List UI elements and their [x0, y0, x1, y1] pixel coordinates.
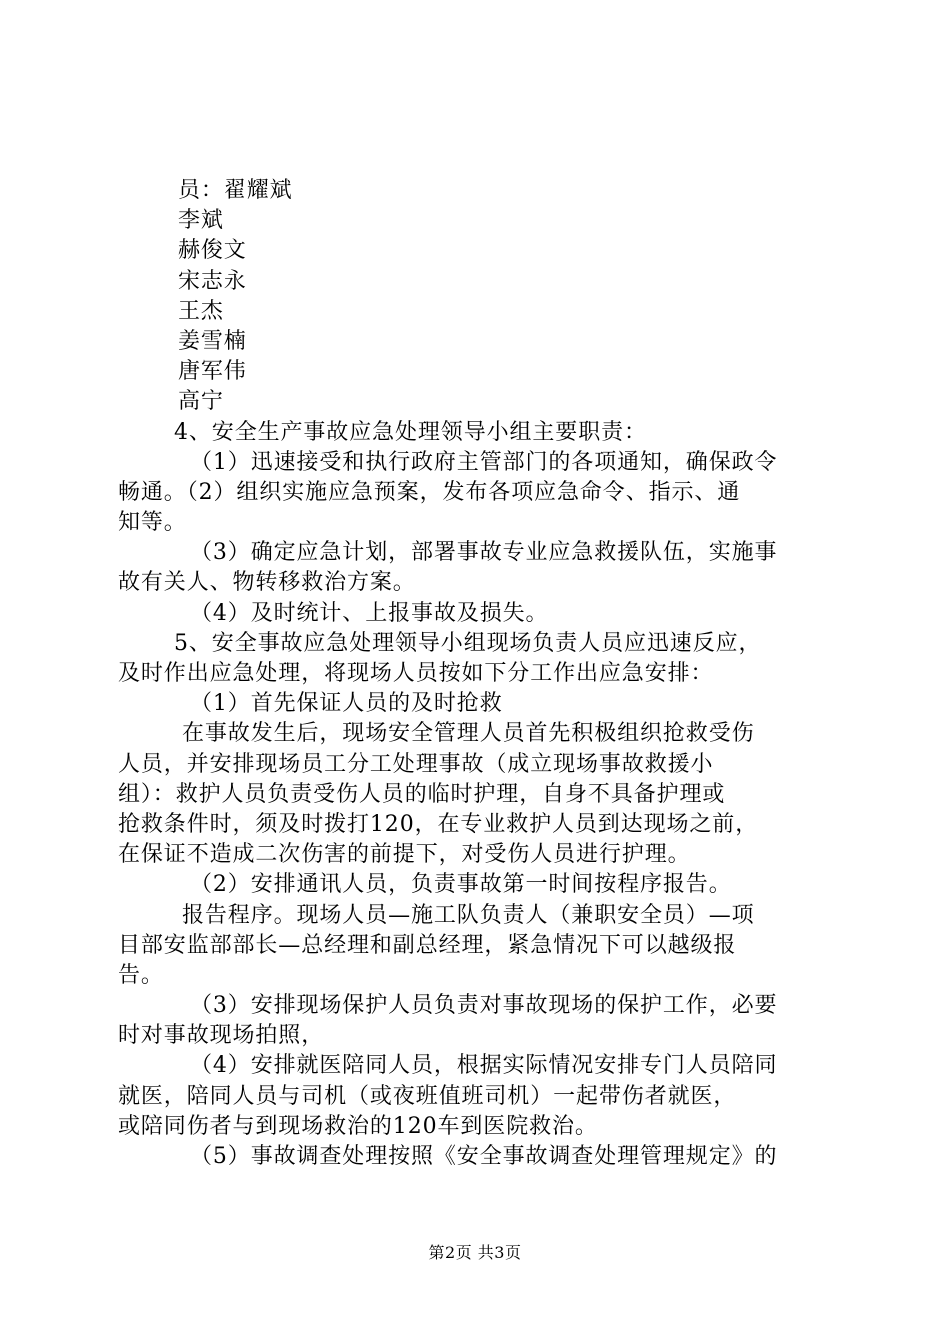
page-footer: 第2页 共3页: [428, 1243, 522, 1262]
text-line: 就医，陪同人员与司机（或夜班值班司机）一起带伤者就医，: [118, 1083, 737, 1109]
member-name-line: 宋志永: [178, 268, 247, 294]
member-name-line: 高宁: [178, 389, 224, 415]
text-line: 及时作出应急处理，将现场人员按如下分工作出应急安排：: [118, 661, 714, 686]
text-line: 在保证不造成二次伤害的前提下，对受伤人员进行护理。: [118, 842, 691, 868]
document-body: [118, 176, 838, 1172]
text-line: 人员，并安排现场员工分工处理事故（成立现场事故救援小: [118, 751, 714, 777]
text-line: 故有关人、物转移救治方案。: [118, 570, 416, 596]
text-line: 4、安全生产事故应急处理领导小组主要职责：: [174, 419, 647, 445]
member-name-line: 唐军伟: [178, 359, 247, 385]
text-line: （5）事故调查处理按照《安全事故调查处理管理规定》的: [190, 1144, 778, 1169]
text-line: （3）确定应急计划，部署事故专业应急救援队伍，实施事: [190, 540, 778, 566]
member-name-line: 王杰: [178, 298, 224, 324]
member-name-line: 李斌: [178, 208, 224, 234]
text-line: 目部安监部部长—总经理和副总经理，紧急情况下可以越级报: [118, 932, 737, 958]
text-line: 或陪同伤者与到现场救治的120车到医院救治。: [118, 1113, 598, 1139]
text-line: 畅通。（2）组织实施应急预案，发布各项应急命令、指示、通: [118, 479, 741, 505]
member-name-line: 员：翟耀斌: [178, 178, 293, 203]
text-line: 告。: [118, 962, 164, 988]
text-line: （2）安排通讯人员，负责事故第一时间按程序报告。: [190, 872, 732, 898]
member-name-line: 姜雪楠: [178, 328, 247, 354]
text-line: 5、安全事故应急处理领导小组现场负责人员应迅速反应，: [174, 630, 762, 656]
text-line: 时对事故现场拍照，: [118, 1023, 325, 1049]
text-line: 在事故发生后，现场安全管理人员首先积极组织抢救受伤: [182, 721, 755, 747]
text-line: （3）安排现场保护人员负责对事故现场的保护工作，必要: [190, 993, 778, 1019]
text-line: 知等。: [118, 510, 187, 536]
text-line: 抢救条件时，须及时拨打120，在专业救护人员到达现场之前，: [118, 811, 759, 837]
text-line: （4）安排就医陪同人员，根据实际情况安排专门人员陪同: [190, 1053, 778, 1079]
text-line: 报告程序。现场人员—施工队负责人（兼职安全员）—项: [182, 902, 755, 928]
text-line: （4）及时统计、上报事故及损失。: [190, 600, 549, 626]
text-line: 组）：救护人员负责受伤人员的临时护理，自身不具备护理或: [118, 781, 726, 807]
text-line: （1）首先保证人员的及时抢救: [190, 691, 503, 717]
text-line: （1）迅速接受和执行政府主管部门的各项通知，确保政令: [190, 449, 778, 475]
member-name-line: 赫俊文: [178, 238, 247, 264]
